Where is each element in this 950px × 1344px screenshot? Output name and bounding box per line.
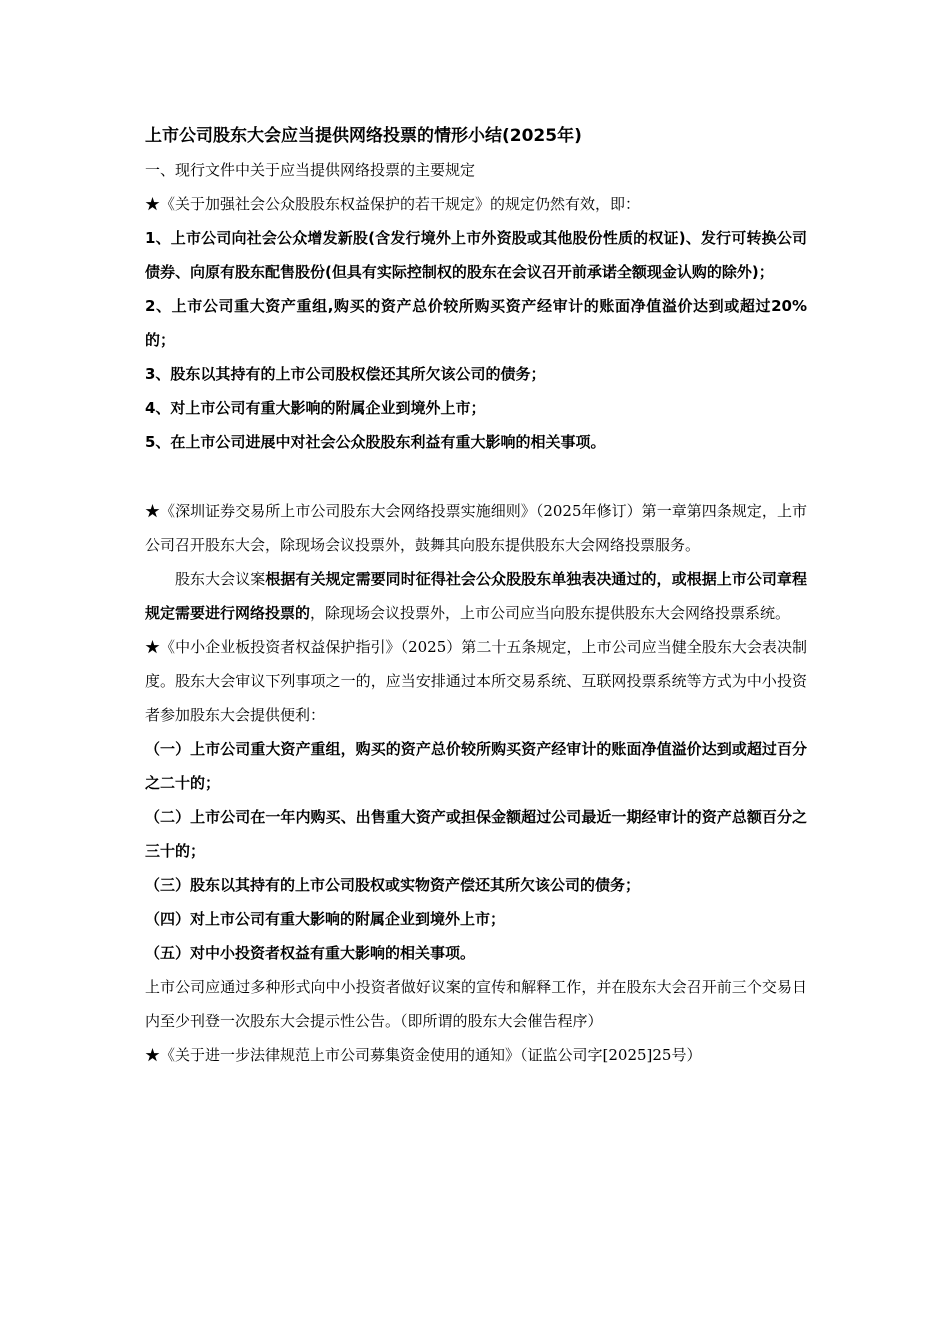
rule3-item-1: （一）上市公司重大资产重组，购买的资产总价较所购买资产经审计的账面净值溢价达到或超过百分之二十的； bbox=[145, 740, 807, 792]
rule3-item-3: （三）股东以其持有的上市公司股权或实物资产偿还其所欠该公司的债务； bbox=[145, 876, 641, 894]
rule2-intro: ★《深圳证券交易所上市公司股东大会网络投票实施细则》（2025年修订）第一章第四条规定，上市公司召开股东大会，除现场会议投票外，鼓舞其向股东提供股东大会网络投票服务。 bbox=[145, 502, 807, 554]
rule3-item-4: （四）对上市公司有重大影响的附属企业到境外上市； bbox=[145, 910, 506, 928]
rule3-closing: 上市公司应通过多种形式向中小投资者做好议案的宣传和解释工作，并在股东大会召开前三个交易日内至少刊登一次股东大会提示性公告。（即所谓的股东大会催告程序） bbox=[145, 978, 807, 1030]
rule2-para-suffix: ，除现场会议投票外，上市公司应当向股东提供股东大会网络投票系统。 bbox=[310, 604, 791, 622]
document-body bbox=[145, 122, 807, 1072]
rule1-intro: ★《关于加强社会公众股股东权益保护的若干规定》的规定仍然有效，即： bbox=[145, 195, 641, 213]
rule2-paragraph bbox=[145, 562, 807, 630]
rule2-para-bold: 根据有关规定需要同时征得社会公众股股东单独表决通过的，或根据上市公司章程规定需要进行网络投票的 bbox=[145, 570, 807, 622]
rule1-item-1: 1、上市公司向社会公众增发新股(含发行境外上市外资股或其他股份性质的权证)、发行可转换公司债券、向原有股东配售股份(但具有实际控制权的股东在会议召开前承诺全额现金认购的除外)； bbox=[145, 229, 807, 281]
rule3-item-5: （五）对中小投资者权益有重大影响的相关事项。 bbox=[145, 944, 476, 962]
rule1-item-2: 2、上市公司重大资产重组,购买的资产总价较所购买资产经审计的账面净值溢价达到或超过20%的； bbox=[145, 297, 807, 349]
paragraph-gap bbox=[145, 459, 807, 494]
section-heading: 一、现行文件中关于应当提供网络投票的主要规定 bbox=[145, 161, 476, 179]
rule4-intro: ★《关于进一步法律规范上市公司募集资金使用的通知》（证监公司字[2025]25号） bbox=[145, 1046, 702, 1064]
document-title: 上市公司股东大会应当提供网络投票的情形小结(2025年) bbox=[145, 126, 582, 146]
rule1-item-5: 5、在上市公司进展中对社会公众股股东利益有重大影响的相关事项。 bbox=[145, 433, 606, 451]
rule1-item-4: 4、对上市公司有重大影响的附属企业到境外上市； bbox=[145, 399, 486, 417]
rule3-intro: ★《中小企业板投资者权益保护指引》（2025）第二十五条规定，上市公司应当健全股东大会表决制度。股东大会审议下列事项之一的，应当安排通过本所交易系统、互联网投票系统等方式为中小投资者参加股东大会提供便利： bbox=[145, 638, 807, 724]
rule3-item-2: （二）上市公司在一年内购买、出售重大资产或担保金额超过公司最近一期经审计的资产总额百分之三十的； bbox=[145, 808, 807, 860]
rule2-para-prefix: 股东大会议案 bbox=[175, 570, 266, 588]
rule1-item-3: 3、股东以其持有的上市公司股权偿还其所欠该公司的债务； bbox=[145, 365, 546, 383]
